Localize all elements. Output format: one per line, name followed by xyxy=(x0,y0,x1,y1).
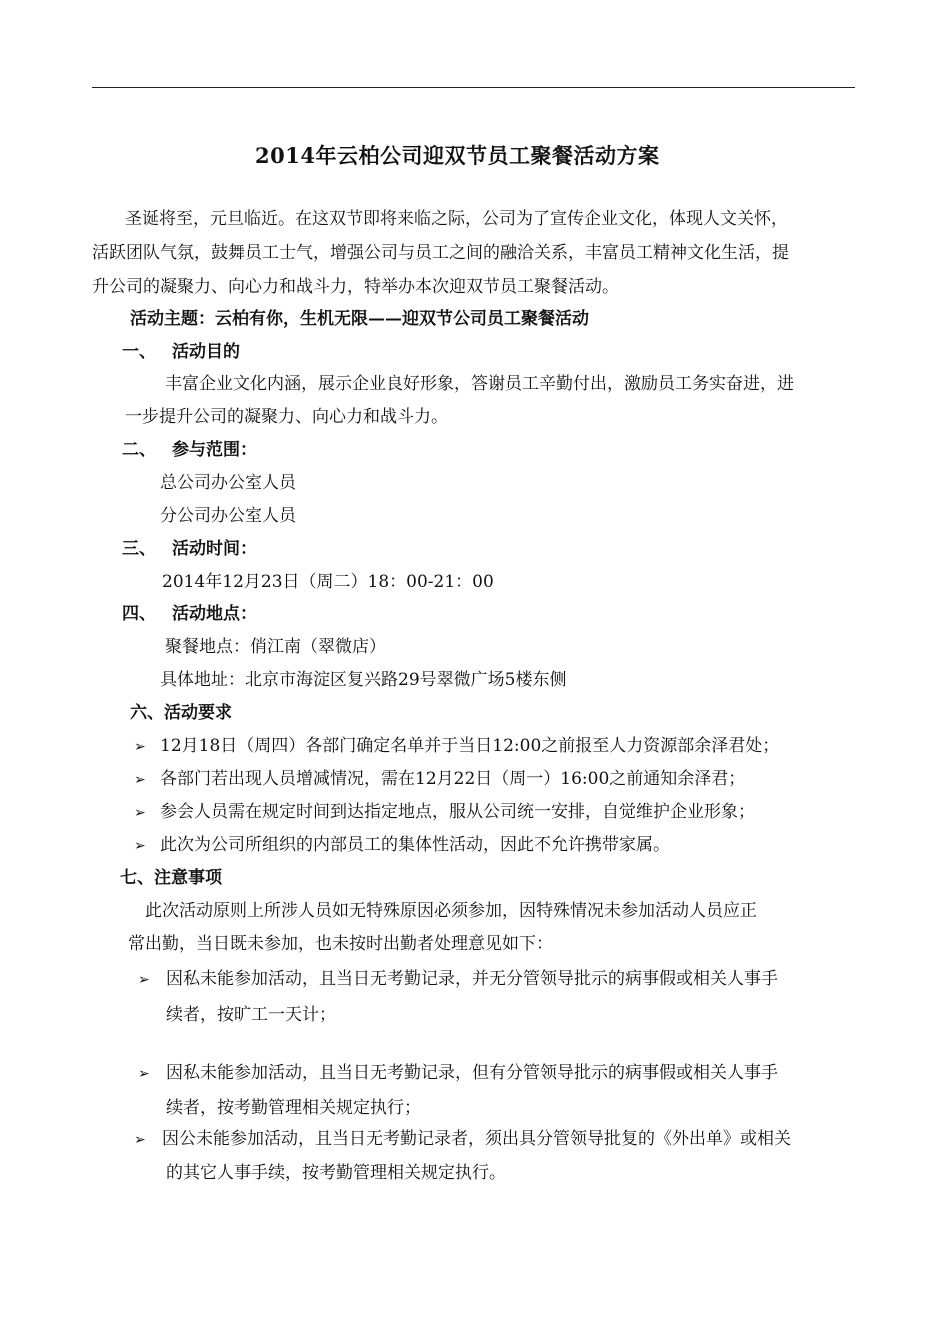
section-3-heading: 活动时间： xyxy=(172,539,257,559)
notice-intro-line-2: 常出勤，当日既未参加，也未按时出勤者处理意见如下： xyxy=(128,934,553,954)
requirement-item-1: 12月18日（周四）各部门确定名单并于当日12:00之前报至人力资源部余泽君处； xyxy=(160,736,780,756)
intro-line-3: 升公司的凝聚力、向心力和战斗力，特举办本次迎双节员工聚餐活动。 xyxy=(92,277,619,297)
venue: 聚餐地点：俏江南（翠微店） xyxy=(165,637,386,657)
requirement-item-4: 此次为公司所组织的内部员工的集体性活动，因此不允许携带家属。 xyxy=(160,835,670,855)
requirement-item-3: 参会人员需在规定时间到达指定地点，服从公司统一安排，自觉维护企业形象； xyxy=(160,802,755,822)
bullet-arrow-icon: ➢ xyxy=(134,805,146,821)
bullet-arrow-icon: ➢ xyxy=(134,739,146,755)
bullet-arrow-icon: ➢ xyxy=(138,1066,150,1082)
bullet-arrow-icon: ➢ xyxy=(134,838,146,854)
notice-item-1-line-2: 续者，按旷工一天计； xyxy=(166,1005,336,1025)
section-4-number: 四、 xyxy=(122,604,156,624)
notice-item-2-line-2: 续者，按考勤管理相关规定执行； xyxy=(166,1098,421,1118)
scope-item-2: 分公司办公室人员 xyxy=(160,506,296,526)
notice-intro-line-1: 此次活动原则上所涉人员如无特殊原因必须参加，因特殊情况未参加活动人员应正 xyxy=(145,901,757,921)
section-2-number: 二、 xyxy=(122,440,156,460)
activity-time: 2014年12月23日（周二）18：00-21：00 xyxy=(162,572,494,592)
section-1-line-2: 一步提升公司的凝聚力、向心力和战斗力。 xyxy=(125,407,448,427)
section-3-number: 三、 xyxy=(122,539,156,559)
bullet-arrow-icon: ➢ xyxy=(134,772,146,788)
notice-item-3-line-2: 的其它人事手续，按考勤管理相关规定执行。 xyxy=(166,1163,506,1183)
section-1-number: 一、 xyxy=(122,342,156,362)
scope-item-1: 总公司办公室人员 xyxy=(160,473,296,493)
notice-item-1-line-1: 因私未能参加活动，且当日无考勤记录，并无分管领导批示的病事假或相关人事手 xyxy=(166,969,778,989)
section-7-heading: 七、注意事项 xyxy=(120,868,222,888)
activity-theme: 活动主题：云柏有你，生机无限——迎双节公司员工聚餐活动 xyxy=(130,309,589,329)
header-rule xyxy=(92,87,855,88)
intro-line-1: 圣诞将至，元旦临近。在这双节即将来临之际，公司为了宣传企业文化，体现人文关怀， xyxy=(125,209,788,229)
notice-item-3-line-1: 因公未能参加活动，且当日无考勤记录者，须出具分管领导批复的《外出单》或相关 xyxy=(162,1129,791,1149)
intro-line-2: 活跃团队气氛，鼓舞员工士气，增强公司与员工之间的融洽关系，丰富员工精神文化生活，提 xyxy=(92,243,789,263)
section-6-heading: 六、活动要求 xyxy=(130,703,232,723)
bullet-arrow-icon: ➢ xyxy=(134,1132,146,1148)
page-title: 2014年云柏公司迎双节员工聚餐活动方案 xyxy=(255,143,660,168)
bullet-arrow-icon: ➢ xyxy=(138,972,150,988)
section-2-heading: 参与范围： xyxy=(172,440,257,460)
section-1-line-1: 丰富企业文化内涵，展示企业良好形象，答谢员工辛勤付出，激励员工务实奋进，进 xyxy=(165,374,794,394)
section-1-heading: 活动目的 xyxy=(172,342,240,362)
address: 具体地址：北京市海淀区复兴路29号翠微广场5楼东侧 xyxy=(160,670,567,690)
notice-item-2-line-1: 因私未能参加活动，且当日无考勤记录，但有分管领导批示的病事假或相关人事手 xyxy=(166,1063,778,1083)
requirement-item-2: 各部门若出现人员增减情况，需在12月22日（周一）16:00之前通知余泽君； xyxy=(160,769,746,789)
section-4-heading: 活动地点： xyxy=(172,604,257,624)
